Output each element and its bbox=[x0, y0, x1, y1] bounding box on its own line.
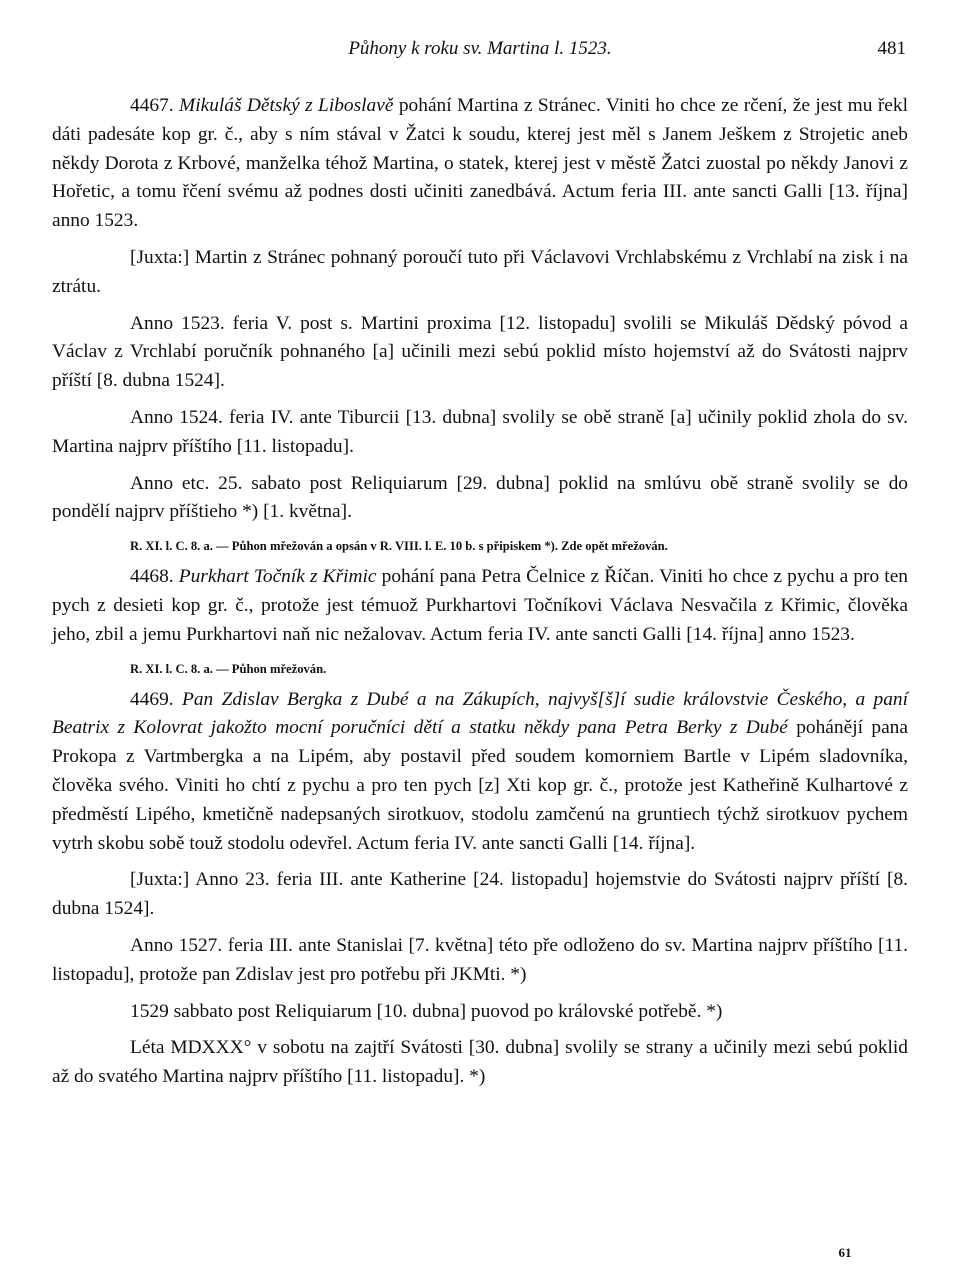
entry-4467-record-1525: Anno etc. 25. sabato post Reliquiarum [29. dubna] poklid na smlúvu obě straně svolily se do pondělí najprv příštieho *) [1. května]. bbox=[52, 472, 908, 523]
entry-parties: Pan Zdislav Bergka z Dubé a na Zákupích, najvyš[š]í sudie královstvie Českého, a paní Beatrix z Kolovrat jakožto mocní poručníci dětí a statku někdy pana Petra Berky z Dubé bbox=[52, 688, 909, 739]
running-header bbox=[0, 38, 960, 68]
running-title: Půhony k roku sv. Martina l. 1523. bbox=[348, 38, 612, 59]
entry-number: 4467. bbox=[130, 95, 180, 116]
entry-4468-paragraph bbox=[52, 563, 908, 649]
entry-4469-record-1530: Léta MDXXX° v sobotu na zajtří Svátosti [30. dubna] svolily se strany a učinily mezi sebú poklid až do svatého Martina najprv příštího [11. listopadu]. *) bbox=[52, 1037, 908, 1088]
entry-text: pohání Martina z Stránec. Viniti ho chce ze rčení, že jest mu řekl dáti padesáte kop gr. č., aby s ním stával v Žatci k soudu, kterej jest měl s Janem Ješkem z Strojetic aneb někdy Dorota z Krbové, manželka téhož Martina, o statek, kterej jest v městě Žatci zuostal po někdy Janovi z Hořetic, a tomu řčení svému až podnes dosti učiniti zanedbává. Actum feria III. ante sancti Galli [13. října] anno 1523. bbox=[52, 95, 908, 232]
entry-4467-source-note: R. XI. l. C. 8. a. — Půhon mřežován a opsán v R. VIII. l. E. 10 b. s připiskem *). Zde opět mřežován. bbox=[130, 539, 668, 554]
entry-4467-record-1523: Anno 1523. feria V. post s. Martini proxima [12. listopadu] svolili se Mikuláš Dědský póvod a Václav z Vrchlabí poručník pohnaného [a] učinili mezi sebú poklid místo hojemství až do Svátosti najprv příští [8. dubna 1524]. bbox=[52, 312, 908, 392]
entry-4469-paragraph bbox=[52, 686, 908, 859]
entry-4469-juxta: [Juxta:] Anno 23. feria III. ante Katherine [24. listopadu] hojemstvie do Svátosti najprv příští [8. dubna 1524]. bbox=[52, 869, 908, 920]
entry-4467-record-1524: Anno 1524. feria IV. ante Tiburcii [13. dubna] svolily se obě straně [a] učinily poklid zhola do sv. Martina najprv příštího [11. listopadu]. bbox=[52, 406, 908, 457]
entry-text: pohání pana Petra Čelnice z Říčan. Viniti ho chce z pychu a pro ten pych z desieti kop gr. č., protože jest témuož Purkhartovi Točníkovi Václava Nesvačila z Křimic, člověka jeho, zbil a jemu Purkhartovi naň nic nežalovav. Actum feria IV. ante sancti Galli [14. října] anno 1523. bbox=[52, 566, 908, 645]
entry-4469-record-1527: Anno 1527. feria III. ante Stanislai [7. května] této pře odloženo do sv. Martina najprv příštího [11. listopadu], protože pan Zdislav jest pro potřebu při JKMti. *) bbox=[52, 934, 908, 985]
entry-4468-source-note: R. XI. l. C. 8. a. — Půhon mřežován. bbox=[130, 661, 327, 676]
entry-number: 4469. bbox=[130, 688, 182, 710]
printer-signature: 61 bbox=[838, 1245, 852, 1260]
page-number: 481 bbox=[877, 38, 906, 59]
entry-parties: Purkhart Točník z Křimic bbox=[178, 566, 377, 588]
entry-4469-record-1529: 1529 sabbato post Reliquiarum [10. dubna] puovod po královské potřebě. *) bbox=[130, 1000, 723, 1022]
document-body bbox=[52, 92, 908, 1100]
entry-4467-paragraph bbox=[52, 92, 908, 236]
entry-4467-juxta: [Juxta:] Martin z Stránec pohnaný poroučí tuto při Václavovi Vrchlabskému z Vrchlabí na zisk i na ztrátu. bbox=[52, 246, 908, 297]
entry-number: 4468. bbox=[130, 566, 179, 588]
entry-parties: Mikuláš Dětský z Liboslavě bbox=[179, 95, 394, 116]
entry-text: pohánějí pana Prokopa z Vartmbergka a na Lipém, aby postavil před soudem komorniem Bartle v Lipém sladovníka, člověka svého. Viniti ho chtí z pychu a pro ten pych [z] Xti kop gr. č., protože jest Katheřině Kulhartové z předměstí Lipého, kmetičně nadepsaných sirotkuov, stodolu zamčenú na gruntiech týchž sirotkuov pychem vytrh skobu sobě touž stodolu odevřel. Actum feria IV. ante sancti Galli [14. října]. bbox=[52, 717, 908, 854]
